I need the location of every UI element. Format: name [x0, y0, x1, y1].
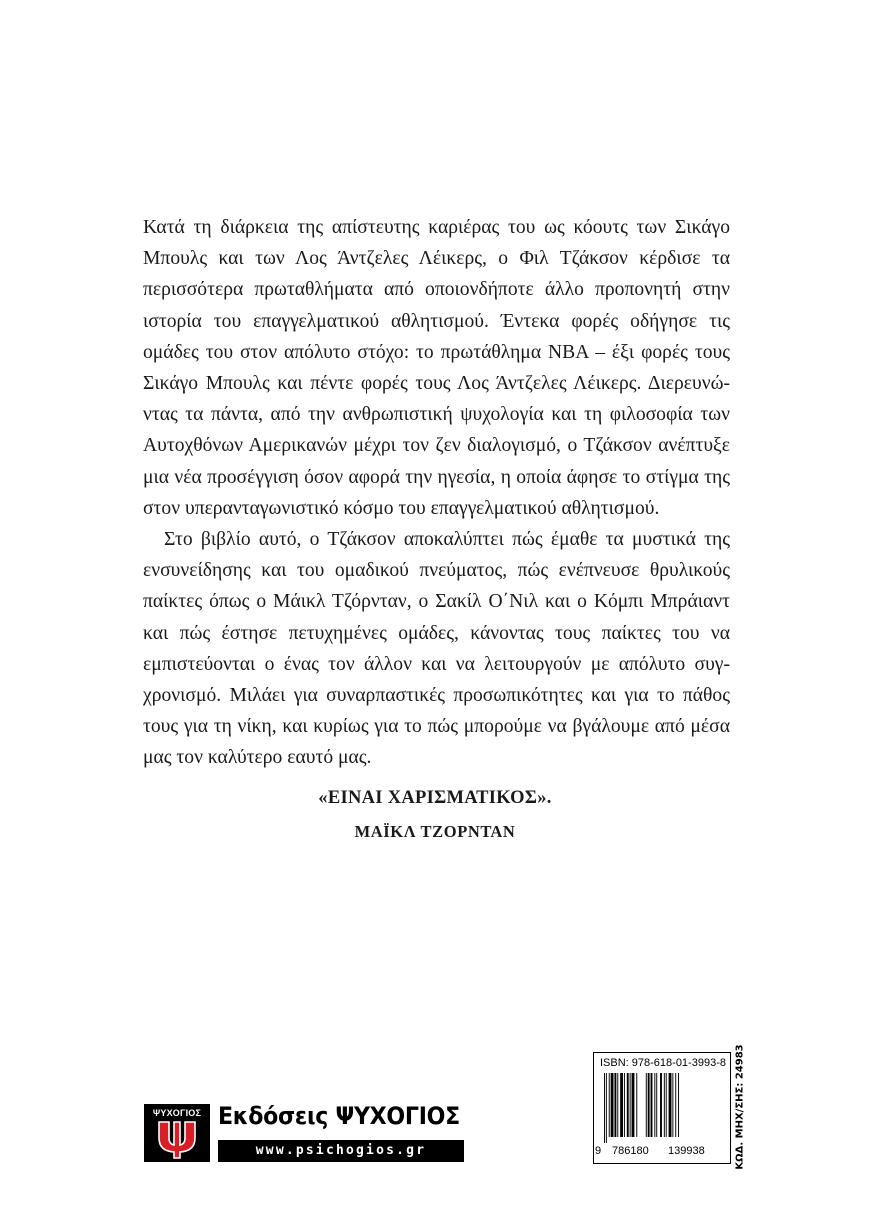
barcode-bar [678, 1073, 679, 1137]
barcode-bar [672, 1073, 673, 1137]
barcode-bar [651, 1073, 653, 1137]
isbn-number: ISBN: 978-618-01-3993-8 [600, 1057, 726, 1069]
publisher-url: www.psichogios.gr [218, 1140, 464, 1162]
psi-icon [156, 1118, 198, 1160]
barcode-bar [646, 1073, 647, 1137]
blurb-paragraph-2: Στο βιβλίο αυτό, ο Τζάκσον αποκαλύπτει πώς έμαθε τα μυστικά της ενσυνείδησης και του ομαδικού πνεύματος, πώς ενέπνευσε θρυλικούς παίκτες όπως ο Μάικλ Τζόρνταν, ο Σακίλ Ο΄Νιλ και ο Κόμπι Μπράιαντ και πώς έστησε πετυχημένες ομάδες, κάνοντας τους παίκτες του να εμπιστεύονται ο ένας τον άλλον και να λειτουργούν με απόλυτο συγχρονισμό. Μιλάει για συναρπαστικές προσωπικότητες και για το πάθος τους για τη νίκη, και κυρίως για το πώς μπορούμε να βγάλουμε από μέσα μας τον καλύτερο εαυτό μας. [143, 529, 730, 769]
barcode-bar [669, 1073, 672, 1137]
barcode-bar [627, 1073, 629, 1137]
endorsement-author: ΜΑΪΚΛ ΤΖΟΡΝΤΑΝ [354, 822, 516, 841]
barcode-bar [620, 1073, 623, 1137]
barcode-icon [602, 1073, 722, 1143]
barcode-bar [660, 1073, 662, 1137]
barcode-bar [648, 1073, 650, 1137]
publisher-logo [144, 1104, 464, 1164]
isbn-barcode-box [593, 1052, 731, 1164]
barcode-bar [664, 1073, 665, 1137]
barcode-bar [611, 1073, 614, 1137]
barcode-bar [656, 1073, 657, 1137]
barcode-digits-right: 139938 [668, 1145, 705, 1157]
barcode-bar [614, 1073, 616, 1137]
barcode-bar [617, 1073, 618, 1137]
barcode-bar [632, 1073, 635, 1137]
blurb-paragraph-1: Κατά τη διάρκεια της απίστευτης καριέρας του ως κόουτς των Σικάγο Μπουλς και των Λος Άντζελες Λέικερς, ο Φιλ Τζάκσον κέρδισε τα περισσότερα πρωταθλήματα από οποιονδήποτε άλλο προπονητή στην ιστορία του επαγγελματικού αθλητισμού. Έντεκα φορές οδήγησε τις ομάδες του στον απόλυτο στόχο: το πρωτάθλημα NBA – έξι φορές τους Σικάγο Μπουλς και πέντε φορές τους Λος Άντζελες Λέικερς. Διερευνώντας τα πάντα, από την ανθρωπιστική ψυχολογία και τη φιλοσοφία των Αυτοχθόνων Αμερικανών μέχρι τον ζεν διαλογισμό, ο Τζάκσον ανέπτυξε μια νέα προσέγγιση όσον αφορά την ηγεσία, η οποία άφησε το στίγμα της στον υπερανταγωνιστικό κόσμο του επαγγελματικού αθλητισμού. [143, 217, 730, 519]
barcode-bar [666, 1073, 667, 1137]
publisher-name: Εκδόσεις ΨΥΧΟΓΙΟΣ [218, 1102, 460, 1130]
barcode-bar [606, 1073, 607, 1143]
barcode-bar [604, 1073, 605, 1143]
barcode-digit-lead: 9 [595, 1145, 602, 1157]
barcode-bar [630, 1073, 631, 1137]
barcode-bar [636, 1073, 637, 1137]
product-code [731, 1044, 749, 1170]
barcode-bar [624, 1073, 625, 1137]
barcode-digits-left: 786180 [612, 1145, 649, 1157]
barcode-bar [609, 1073, 610, 1137]
endorsement-quote: «ΕΙΝΑΙ ΧΑΡΙΣΜΑΤΙΚΟΣ». [318, 788, 552, 808]
product-code-text: ΚΩΔ. ΜΗΧ/ΣΗΣ: 24983 [734, 1044, 746, 1170]
back-cover-blurb [143, 212, 730, 774]
psi-logo-box [144, 1104, 210, 1162]
barcode-bar [675, 1073, 676, 1137]
psi-logo-label: ΨΥΧΟΓΙΟΣ [152, 1108, 202, 1118]
barcode-bar [654, 1073, 655, 1137]
